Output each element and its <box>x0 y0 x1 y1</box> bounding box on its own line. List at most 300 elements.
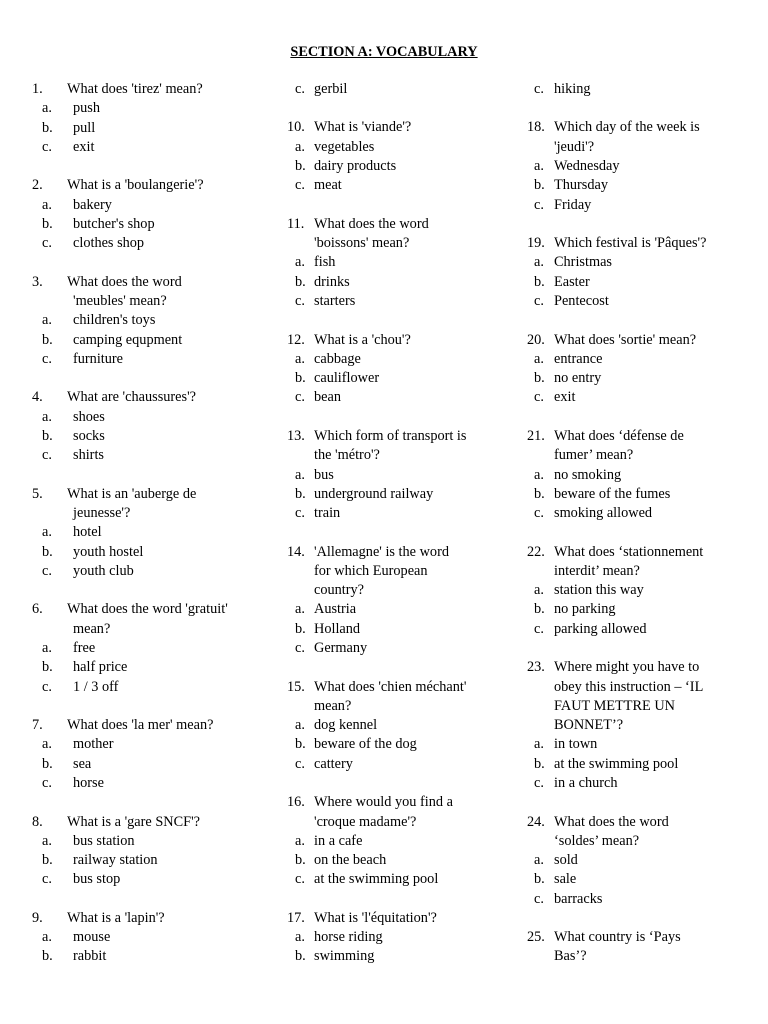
answer-option[interactable] <box>527 755 727 774</box>
answer-option[interactable] <box>42 234 269 253</box>
option-text: beware of the fumes <box>554 485 671 502</box>
option-text: rabbit <box>73 948 107 965</box>
question <box>32 600 269 696</box>
option-text: children's toys <box>73 312 156 329</box>
option-text: butcher's shop <box>73 215 155 232</box>
option-letter: b. <box>534 177 545 194</box>
answer-option[interactable] <box>287 388 499 407</box>
option-text: starters <box>314 293 356 310</box>
answer-option[interactable] <box>527 253 727 272</box>
question-text: What does the word 'gratuit' <box>67 601 228 618</box>
option-text: push <box>73 100 101 117</box>
question-text: fumer’ mean? <box>554 447 634 464</box>
question-number: 13. <box>287 427 305 444</box>
answer-option[interactable] <box>287 851 499 870</box>
option-letter: c. <box>295 871 305 888</box>
option-letter: a. <box>42 640 52 657</box>
question <box>32 388 269 465</box>
question-text: BONNET’? <box>554 717 624 734</box>
section-title: SECTION A: VOCABULARY <box>290 44 478 60</box>
question-stem <box>527 234 727 253</box>
option-letter: a. <box>42 929 52 946</box>
option-letter: b. <box>534 485 545 502</box>
answer-option[interactable] <box>527 774 727 793</box>
question <box>287 118 499 195</box>
question-text: What is a 'gare SNCF'? <box>67 813 201 830</box>
answer-option[interactable] <box>287 600 499 619</box>
option-letter: b. <box>42 331 53 348</box>
question-stem <box>32 80 269 99</box>
question-text: Which day of the week is <box>554 119 700 136</box>
answer-option[interactable] <box>527 157 727 176</box>
answer-option[interactable] <box>527 620 727 639</box>
option-text: Wednesday <box>554 158 620 175</box>
option-text: exit <box>554 389 576 406</box>
question-text: What does ‘défense de <box>554 427 684 444</box>
option-text: smoking allowed <box>554 505 653 522</box>
option-text: cauliflower <box>314 370 380 387</box>
question-text: What does the word <box>67 273 182 290</box>
answer-option[interactable] <box>42 99 269 118</box>
answer-option[interactable] <box>42 311 269 330</box>
option-letter: b. <box>295 948 306 965</box>
question-text: What is 'l'équitation'? <box>314 909 437 926</box>
option-letter: b. <box>295 852 306 869</box>
question-text: 'croque madame'? <box>314 813 417 830</box>
option-letter: c. <box>295 505 305 522</box>
option-text: gerbil <box>314 81 348 97</box>
option-letter: c. <box>42 871 52 888</box>
option-text: Christmas <box>554 254 612 271</box>
question-stem <box>32 716 269 735</box>
question-number: 17. <box>287 909 305 926</box>
option-letter: a. <box>295 350 305 367</box>
answer-option[interactable] <box>287 466 499 485</box>
option-text: barracks <box>554 890 603 907</box>
option-letter: a. <box>534 350 544 367</box>
answer-option[interactable] <box>287 273 499 292</box>
option-letter: b. <box>534 755 545 772</box>
question <box>527 427 727 523</box>
answer-option[interactable] <box>42 427 269 446</box>
answer-option[interactable] <box>287 639 499 658</box>
answer-option[interactable] <box>42 408 269 427</box>
answer-option[interactable] <box>42 774 269 793</box>
question-text: country? <box>314 582 365 599</box>
option-letter: c. <box>534 620 544 637</box>
option-text: Germany <box>314 640 368 657</box>
answer-option[interactable] <box>527 369 727 388</box>
option-text: sold <box>554 852 578 869</box>
option-letter: c. <box>295 755 305 772</box>
answer-option[interactable] <box>287 176 499 195</box>
answer-option[interactable] <box>287 369 499 388</box>
question <box>287 80 499 99</box>
question <box>527 928 727 967</box>
question-stem <box>287 215 499 254</box>
answer-option[interactable] <box>287 157 499 176</box>
option-text: sea <box>73 755 92 772</box>
answer-option[interactable] <box>42 639 269 658</box>
question-text: What does 'sortie' mean? <box>554 331 697 348</box>
option-text: no entry <box>554 370 602 387</box>
option-letter: b. <box>295 485 306 502</box>
option-letter: c. <box>42 775 52 792</box>
question-number: 18. <box>527 119 545 136</box>
question-stem <box>32 600 269 639</box>
question-stem <box>287 543 499 601</box>
answer-option[interactable] <box>527 870 727 889</box>
option-text: Holland <box>314 620 361 637</box>
option-text: on the beach <box>314 852 387 869</box>
option-letter: c. <box>295 81 305 97</box>
option-text: bean <box>314 389 341 406</box>
answer-option[interactable] <box>287 832 499 851</box>
answer-option[interactable] <box>287 928 499 947</box>
option-text: railway station <box>73 852 158 869</box>
option-letter: c. <box>295 177 305 194</box>
option-letter: b. <box>295 273 306 290</box>
question-stem <box>287 331 499 350</box>
question <box>287 909 499 967</box>
option-text: at the swimming pool <box>554 755 679 772</box>
question-text: 'boissons' mean? <box>314 235 410 252</box>
option-text: socks <box>73 428 105 445</box>
question-text: 'jeudi'? <box>554 138 595 155</box>
answer-option[interactable] <box>527 292 727 311</box>
option-text: swimming <box>314 948 375 965</box>
question-number: 5. <box>32 485 43 502</box>
question-number: 11. <box>287 215 305 232</box>
option-letter: b. <box>534 370 545 387</box>
option-text: parking allowed <box>554 620 647 637</box>
question-stem <box>527 543 727 582</box>
option-text: cattery <box>314 755 353 772</box>
answer-option[interactable] <box>42 947 269 966</box>
question-column-3 <box>527 80 727 986</box>
option-letter: a. <box>42 524 52 541</box>
question-text: 'meubles' mean? <box>73 293 167 310</box>
answer-option[interactable] <box>42 196 269 215</box>
option-letter: a. <box>534 736 544 753</box>
option-letter: c. <box>42 138 52 155</box>
answer-option[interactable] <box>42 350 269 369</box>
option-letter: a. <box>42 832 52 849</box>
option-letter: c. <box>295 293 305 310</box>
option-letter: b. <box>42 659 53 676</box>
question-text: What are 'chaussures'? <box>67 389 196 406</box>
question-stem <box>287 427 499 466</box>
option-letter: a. <box>295 601 305 618</box>
option-text: train <box>314 505 341 522</box>
question <box>32 273 269 369</box>
question-number: 12. <box>287 331 305 348</box>
question <box>527 658 727 793</box>
question-text: Bas’? <box>554 948 587 965</box>
question-text: What does 'la mer' mean? <box>67 717 214 734</box>
option-text: beware of the dog <box>314 736 417 753</box>
question-number: 10. <box>287 119 305 136</box>
question-stem <box>287 793 499 832</box>
answer-option[interactable] <box>42 446 269 465</box>
answer-option[interactable] <box>42 735 269 754</box>
question-text: mean? <box>73 620 111 637</box>
question-text: What country is ‘Pays <box>554 929 681 946</box>
option-text: shirts <box>73 447 104 464</box>
option-letter: b. <box>42 755 53 772</box>
option-text: pull <box>73 119 96 136</box>
option-text: underground railway <box>314 485 434 502</box>
question-text: What does the word <box>554 813 669 830</box>
option-letter: b. <box>42 543 53 560</box>
answer-option[interactable] <box>42 928 269 947</box>
question <box>32 909 269 967</box>
option-letter: a. <box>534 158 544 175</box>
answer-option[interactable] <box>527 581 727 600</box>
question-number: 24. <box>527 813 545 830</box>
answer-option[interactable] <box>287 350 499 369</box>
question-text: Where might you have to <box>554 659 700 676</box>
question-number: 7. <box>32 717 43 734</box>
question-text: What is a 'chou'? <box>314 331 411 348</box>
option-letter: c. <box>534 196 544 213</box>
answer-option[interactable] <box>287 504 499 523</box>
question-text: Which festival is 'Pâques'? <box>554 235 707 252</box>
answer-option[interactable] <box>287 870 499 889</box>
question-stem <box>32 273 269 312</box>
option-letter: c. <box>42 235 52 252</box>
option-text: dairy products <box>314 158 397 175</box>
option-letter: a. <box>42 408 52 425</box>
question-text: What is an 'auberge de <box>67 485 197 502</box>
option-letter: c. <box>534 389 544 406</box>
option-letter: b. <box>42 948 53 965</box>
answer-option[interactable] <box>42 138 269 157</box>
option-text: furniture <box>73 350 124 367</box>
option-letter: b. <box>534 273 545 290</box>
option-letter: a. <box>534 582 544 599</box>
answer-option[interactable] <box>287 80 499 99</box>
option-letter: a. <box>42 196 52 213</box>
answer-option[interactable] <box>527 851 727 870</box>
option-text: exit <box>73 138 95 155</box>
option-text: fish <box>314 254 336 271</box>
answer-option[interactable] <box>527 504 727 523</box>
option-letter: b. <box>42 428 53 445</box>
question-number: 20. <box>527 331 545 348</box>
option-text: free <box>73 640 96 657</box>
option-letter: a. <box>534 852 544 869</box>
option-text: dog kennel <box>314 717 378 734</box>
question-stem <box>527 658 727 735</box>
option-letter: c. <box>534 293 544 310</box>
answer-option[interactable] <box>42 870 269 889</box>
question-number: 25. <box>527 929 545 946</box>
question <box>32 176 269 253</box>
question-text: for which European <box>314 562 428 579</box>
question-text: obey this instruction – ‘IL <box>554 678 704 695</box>
answer-option[interactable] <box>287 253 499 272</box>
option-letter: a. <box>534 466 544 483</box>
answer-option[interactable] <box>527 80 727 99</box>
question-text: the 'métro'? <box>314 447 380 464</box>
option-text: in town <box>554 736 598 753</box>
question-number: 15. <box>287 678 305 695</box>
question-number: 2. <box>32 177 43 194</box>
question-stem <box>527 813 727 852</box>
answer-option[interactable] <box>287 138 499 157</box>
question <box>527 80 727 99</box>
option-letter: c. <box>295 389 305 406</box>
question <box>527 118 727 214</box>
question-number: 21. <box>527 427 545 444</box>
option-letter: a. <box>534 254 544 271</box>
option-letter: a. <box>295 929 305 946</box>
option-letter: b. <box>42 852 53 869</box>
answer-option[interactable] <box>42 658 269 677</box>
answer-option[interactable] <box>42 119 269 138</box>
option-text: Friday <box>554 196 592 213</box>
question <box>527 543 727 639</box>
answer-option[interactable] <box>527 600 727 619</box>
question-number: 9. <box>32 909 43 926</box>
option-letter: b. <box>295 370 306 387</box>
option-letter: a. <box>295 138 305 155</box>
answer-option[interactable] <box>287 620 499 639</box>
question <box>32 80 269 157</box>
answer-option[interactable] <box>527 388 727 407</box>
option-text: camping equpment <box>73 331 183 348</box>
option-letter: b. <box>295 736 306 753</box>
question-text: 'Allemagne' is the word <box>314 543 449 560</box>
option-text: sale <box>554 871 577 888</box>
question-number: 4. <box>32 389 43 406</box>
answer-option[interactable] <box>42 678 269 697</box>
option-text: 1 / 3 off <box>73 678 119 695</box>
question <box>287 543 499 659</box>
option-text: Thursday <box>554 177 608 194</box>
answer-option[interactable] <box>527 890 727 909</box>
question-stem <box>287 678 499 717</box>
question <box>527 813 727 909</box>
option-text: Pentecost <box>554 293 609 310</box>
question-text: interdit’ mean? <box>554 562 640 579</box>
answer-option[interactable] <box>42 755 269 774</box>
option-letter: b. <box>295 620 306 637</box>
question-stem <box>32 909 269 928</box>
option-letter: a. <box>295 254 305 271</box>
option-letter: a. <box>295 466 305 483</box>
option-letter: c. <box>42 350 52 367</box>
option-text: in a cafe <box>314 832 363 849</box>
answer-option[interactable] <box>42 215 269 234</box>
question-stem <box>32 813 269 832</box>
option-letter: c. <box>295 640 305 657</box>
answer-option[interactable] <box>42 523 269 542</box>
question-stem <box>527 427 727 466</box>
question-stem <box>527 928 727 967</box>
question-text: What does the word <box>314 215 429 232</box>
option-text: bus station <box>73 832 135 849</box>
answer-option[interactable] <box>527 196 727 215</box>
option-text: shoes <box>73 408 105 425</box>
answer-option[interactable] <box>527 273 727 292</box>
question-number: 6. <box>32 601 43 618</box>
option-text: horse <box>73 775 104 792</box>
question <box>32 485 269 581</box>
question-number: 8. <box>32 813 43 830</box>
question-column-1 <box>32 80 269 986</box>
answer-option[interactable] <box>42 331 269 350</box>
option-letter: c. <box>42 562 52 579</box>
answer-option[interactable] <box>287 735 499 754</box>
option-text: horse riding <box>314 929 383 946</box>
question-text: mean? <box>314 697 352 714</box>
question <box>287 215 499 311</box>
answer-option[interactable] <box>527 176 727 195</box>
question-number: 3. <box>32 273 43 290</box>
answer-option[interactable] <box>527 466 727 485</box>
question-text: Which form of transport is <box>314 427 467 444</box>
question <box>32 716 269 793</box>
option-text: hotel <box>73 524 102 541</box>
question-stem <box>32 176 269 195</box>
question-number: 23. <box>527 659 545 676</box>
option-letter: b. <box>295 158 306 175</box>
option-text: meat <box>314 177 342 194</box>
answer-option[interactable] <box>287 755 499 774</box>
answer-option[interactable] <box>287 485 499 504</box>
question-text: Where would you find a <box>314 794 453 811</box>
question-stem <box>32 388 269 407</box>
option-text: entrance <box>554 350 603 367</box>
option-text: youth hostel <box>73 543 144 560</box>
answer-option[interactable] <box>527 350 727 369</box>
question <box>32 813 269 890</box>
answer-option[interactable] <box>287 716 499 735</box>
option-letter: a. <box>295 717 305 734</box>
question-number: 22. <box>527 543 545 560</box>
option-text: bus stop <box>73 871 121 888</box>
option-text: Austria <box>314 601 357 618</box>
option-text: youth club <box>73 562 134 579</box>
answer-option[interactable] <box>42 562 269 581</box>
option-text: mouse <box>73 929 111 946</box>
question-column-2 <box>287 80 499 986</box>
option-letter: a. <box>42 100 52 117</box>
answer-option[interactable] <box>287 292 499 311</box>
option-letter: a. <box>42 736 52 753</box>
option-text: clothes shop <box>73 235 145 252</box>
answer-option[interactable] <box>287 947 499 966</box>
question-stem <box>527 118 727 157</box>
answer-option[interactable] <box>42 543 269 562</box>
option-text: hiking <box>554 81 591 97</box>
option-letter: b. <box>42 119 53 136</box>
answer-option[interactable] <box>42 851 269 870</box>
answer-option[interactable] <box>527 485 727 504</box>
option-letter: c. <box>534 505 544 522</box>
answer-option[interactable] <box>42 832 269 851</box>
question-stem <box>287 118 499 137</box>
question-text: What does 'chien méchant' <box>314 678 467 695</box>
option-text: no smoking <box>554 466 622 483</box>
option-text: cabbage <box>314 350 361 367</box>
question-text: What does 'tirez' mean? <box>67 81 203 97</box>
option-text: in a church <box>554 775 618 792</box>
option-text: at the swimming pool <box>314 871 439 888</box>
answer-option[interactable] <box>527 735 727 754</box>
